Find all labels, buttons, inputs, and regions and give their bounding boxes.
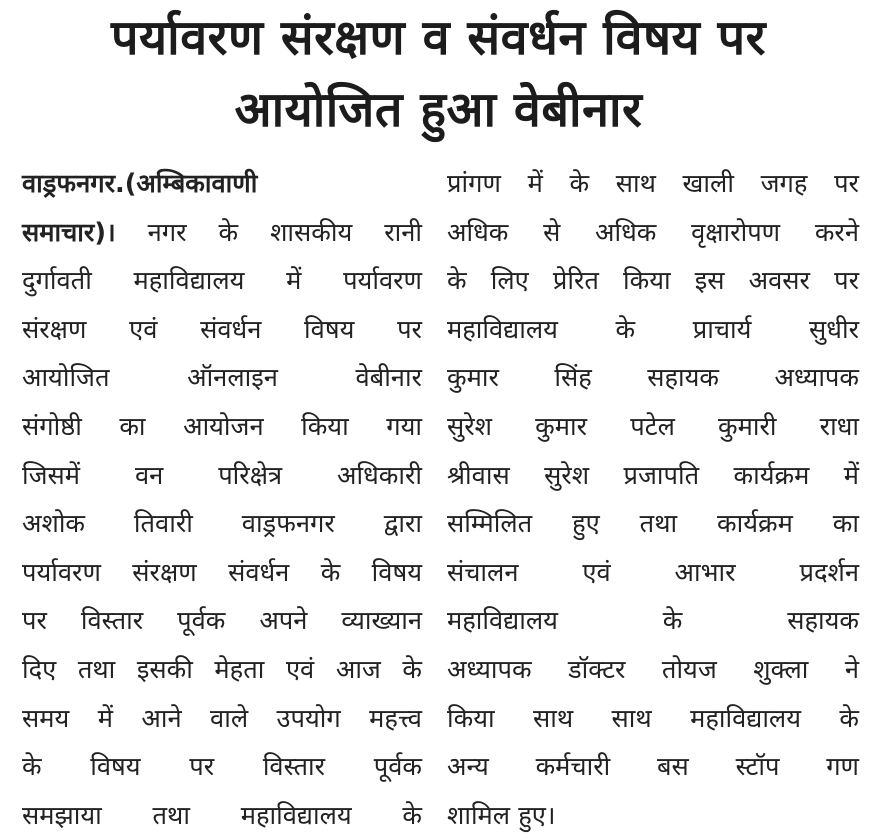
text-line xyxy=(22,354,422,403)
text-line xyxy=(22,452,422,501)
text-line xyxy=(447,597,859,646)
body-text: किया साथ साथ महाविद्यालय के xyxy=(447,703,859,734)
body-text: नगर के शासकीय रानी xyxy=(115,217,422,248)
body-text: दुर्गावती महाविद्यालय में पर्यावरण xyxy=(22,266,422,297)
text-line xyxy=(447,743,859,792)
body-text: महाविद्यालय के प्राचार्य सुधीर xyxy=(447,314,859,345)
body-text: शामिल हुए। xyxy=(447,800,556,831)
body-text: समय में आने वाले उपयोग महत्त्व xyxy=(22,703,422,734)
body-text: पर विस्तार पूर्वक अपने व्याख्यान xyxy=(22,606,422,637)
body-text: अन्य कर्मचारी बस स्टॉप गण xyxy=(447,752,859,783)
text-line xyxy=(447,306,859,355)
body-text: सुरेश कुमार पटेल कुमारी राधा xyxy=(447,411,859,442)
dateline-text: समाचार)। xyxy=(22,217,116,248)
headline-line-1: पर्यावरण संरक्षण व संवर्धन विषय पर xyxy=(111,10,766,66)
text-line xyxy=(22,549,422,598)
text-line xyxy=(447,452,859,501)
article-column-left xyxy=(22,160,422,840)
body-text: श्रीवास सुरेश प्रजापति कार्यक्रम में xyxy=(447,460,859,491)
text-line xyxy=(447,500,859,549)
text-line xyxy=(22,306,422,355)
text-line xyxy=(447,160,859,209)
body-text: संगोष्ठी का आयोजन किया गया xyxy=(22,411,422,442)
text-line xyxy=(447,403,859,452)
text-line xyxy=(22,160,422,209)
body-text: सम्मिलित हुए तथा कार्यक्रम का xyxy=(447,509,859,540)
text-line xyxy=(22,500,422,549)
body-text: के लिए प्रेरित किया इस अवसर पर xyxy=(447,266,859,297)
body-text: अशोक तिवारी वाड्रफनगर द्वारा xyxy=(22,509,422,540)
body-text: प्रांगण में के साथ खाली जगह पर xyxy=(447,169,859,199)
body-text: जिसमें वन परिक्षेत्र अधिकारी xyxy=(22,460,422,491)
text-line xyxy=(447,792,859,840)
article-column-right xyxy=(447,160,859,840)
text-line xyxy=(22,792,422,840)
text-line xyxy=(447,257,859,306)
body-text: कुमार सिंह सहायक अध्यापक xyxy=(447,363,859,394)
body-text: समझाया तथा महाविद्यालय के xyxy=(22,800,422,831)
body-text: संचालन एवं आभार प्रदर्शन xyxy=(447,557,859,588)
text-line xyxy=(22,257,422,306)
text-line xyxy=(447,695,859,744)
body-text: अध्यापक डॉक्टर तोयज शुक्ला ने xyxy=(447,654,859,685)
text-line xyxy=(22,743,422,792)
text-line xyxy=(447,209,859,258)
body-text: संरक्षण एवं संवर्धन विषय पर xyxy=(22,314,422,345)
headline-line-2: आयोजित हुआ वेबीनार xyxy=(234,82,643,138)
text-line xyxy=(22,695,422,744)
text-line xyxy=(447,354,859,403)
text-line xyxy=(447,549,859,598)
body-text: आयोजित ऑनलाइन वेबीनार xyxy=(22,363,422,394)
text-line xyxy=(447,646,859,695)
body-text: अधिक से अधिक वृक्षारोपण करने xyxy=(447,217,859,248)
text-line xyxy=(22,209,422,258)
body-text: दिए तथा इसकी मेहता एवं आज के xyxy=(22,654,422,685)
body-text: के विषय पर विस्तार पूर्वक xyxy=(22,752,422,783)
body-text: पर्यावरण संरक्षण संवर्धन के विषय xyxy=(22,557,422,588)
dateline-text: वाड्रफनगर.(अम्बिकावाणी xyxy=(22,169,258,199)
text-line xyxy=(22,646,422,695)
text-line xyxy=(22,597,422,646)
body-text: महाविद्यालय के सहायक xyxy=(447,606,859,637)
text-line xyxy=(22,403,422,452)
